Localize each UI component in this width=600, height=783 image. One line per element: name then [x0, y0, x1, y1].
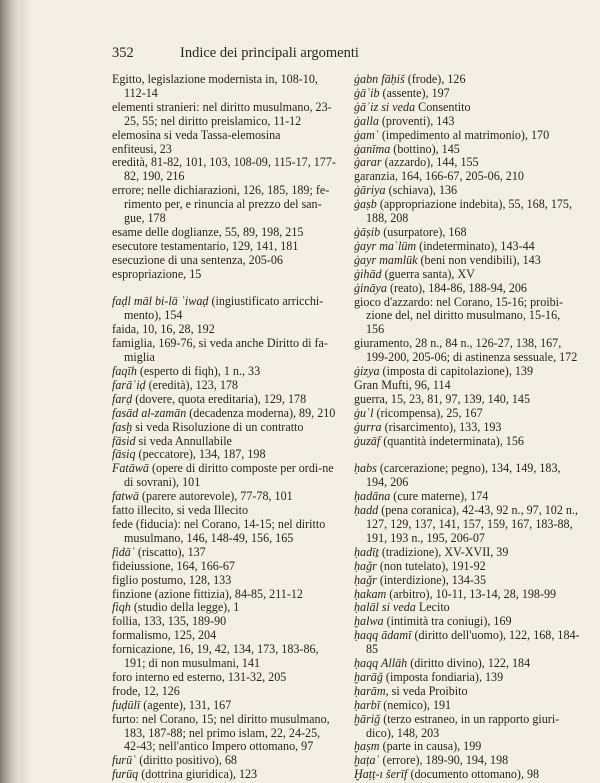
index-entry: [112, 504, 337, 518]
entry-headword: ḥakam: [354, 586, 387, 601]
entry-headword: fuḍūlī: [112, 697, 141, 712]
index-entry: [354, 560, 580, 574]
entry-text: , si veda Proibito: [385, 683, 468, 698]
entry-text: (guerra santa), XV: [381, 266, 475, 281]
entry-text: (dottrina giuridica), 123: [138, 767, 258, 782]
index-entry: [112, 629, 337, 643]
index-entry: [354, 574, 580, 588]
entry-text: (diritto positivo), 68: [136, 753, 237, 768]
index-entry: [354, 240, 580, 254]
entry-headword: fasḫ: [112, 419, 133, 434]
entry-text: espropriazione, 15: [112, 266, 202, 281]
entry-text: (intimità tra coniugi), 169: [383, 614, 512, 629]
entry-text: fede (fiducia): nel Corano, 14-15; nel diritto musulmano, 146, 148-49, 156, 165: [112, 516, 326, 545]
index-entry: [354, 87, 580, 101]
index-entry: [354, 254, 580, 268]
entry-text: formalismo, 125, 204: [112, 628, 217, 643]
index-entry: [112, 337, 337, 365]
index-entry: [354, 129, 580, 143]
book-binding-shadow: [0, 0, 20, 783]
entry-text: (diritto dell'uomo), 122, 168, 184-85: [366, 628, 580, 657]
entry-text: elementi stranieri: nel diritto musulmano, 23-25, 55; nel diritto preislamico, 11-12: [112, 99, 332, 128]
index-entry: [354, 754, 580, 768]
index-entry: [354, 768, 580, 782]
index-entry: [112, 713, 337, 755]
entry-text: (tradizione), XV-XVII, 39: [378, 544, 509, 559]
index-entry: [354, 268, 580, 282]
entry-headword: ġizya: [354, 364, 380, 379]
index-entry: [112, 226, 337, 240]
index-entry: [112, 615, 337, 629]
entry-text: (bottino), 145: [390, 141, 460, 156]
index-entry: [112, 129, 337, 143]
entry-text: (terzo estraneo, in un rapporto giuri-dico), 148, 203: [366, 711, 560, 740]
index-entry: [354, 365, 580, 379]
entry-headword: fiqh: [112, 600, 131, 615]
entry-text: esecuzione di una sentenza, 205-06: [112, 252, 283, 267]
index-entry: [354, 156, 580, 170]
entry-text: fatto illecito, si veda Illecito: [112, 503, 249, 518]
index-entry: [112, 268, 337, 282]
index-entry: [354, 629, 580, 657]
index-entry: [354, 170, 580, 184]
index-entry: [112, 685, 337, 699]
index-entry: [112, 379, 337, 393]
index-entry: [112, 365, 337, 379]
index-entry: [354, 393, 580, 407]
entry-headword: fāsiq: [112, 447, 136, 462]
entry-headword: ġāṣib: [354, 224, 381, 239]
entry-text: (decadenza moderna), 89, 210: [186, 405, 336, 420]
entry-headword: fatwā: [112, 489, 139, 504]
entry-headword: ḫarāǧ: [354, 669, 383, 684]
index-entry: [112, 254, 337, 268]
index-entry: [354, 671, 580, 685]
entry-headword: ġayr mamlūk: [354, 252, 418, 267]
entry-text: eredità, 81-82, 101, 103, 108-09, 115-17, 177-82, 190, 216: [112, 155, 336, 184]
entry-text: (impedimento al matrimonio), 170: [378, 127, 550, 142]
index-entry: [112, 601, 337, 615]
index-entry: [112, 184, 337, 226]
entry-text: (nemico), 191: [380, 697, 452, 712]
entry-headword: Fatāwā: [112, 461, 149, 476]
index-entry: [112, 560, 337, 574]
entry-text: (azzardo), 144, 155: [381, 155, 479, 170]
entry-text: (diritto divino), 122, 184: [407, 656, 531, 671]
index-entry: [112, 101, 337, 129]
entry-text: fornicazione, 16, 19, 42, 134, 173, 183-86, 191; di non musulmani, 141: [112, 642, 319, 671]
index-entry: [354, 337, 580, 365]
entry-headword: ġabn fāḥiš: [354, 72, 405, 86]
entry-text: fideiussione, 164, 166-67: [112, 558, 235, 573]
entry-text: (imposta fondiaria), 139: [382, 669, 504, 684]
entry-headword: ḥaqq Allāh: [354, 656, 408, 671]
index-entry: [354, 379, 580, 393]
entry-headword: fasād al-zamān: [112, 405, 187, 420]
entry-text: (frode), 126: [404, 72, 466, 86]
index-column-left: [112, 73, 337, 782]
entry-text: (non tutelato), 191-92: [376, 558, 486, 573]
entry-headword: ḫāriǧ: [354, 711, 381, 726]
entry-text: esame delle doglianze, 55, 89, 198, 215: [112, 224, 304, 239]
entry-headword: faḍl māl bi-lā ʿiwaḍ: [112, 294, 209, 309]
letter-section-gap: [354, 448, 580, 462]
index-entry: [354, 504, 580, 546]
index-entry: [112, 323, 337, 337]
entry-text: enfiteusi, 23: [112, 141, 172, 156]
entry-text: (riscatto), 137: [134, 544, 206, 559]
entry-text: (esperto di fiqh), 1 n., 33: [136, 364, 261, 379]
entry-headword: ḥaǧr: [354, 558, 377, 573]
index-entry: [112, 393, 337, 407]
index-entry: [354, 421, 580, 435]
index-entry: [354, 198, 580, 226]
entry-headword: ḫaṣm: [354, 739, 380, 754]
entry-text: Consentito: [415, 99, 471, 114]
entry-headword: ġāʾib: [354, 85, 380, 100]
index-column-right: [354, 73, 580, 782]
index-entry: [112, 73, 337, 101]
entry-headword: ḥarbī: [354, 697, 381, 712]
entry-headword: ġaṣb: [354, 197, 377, 212]
entry-text: (documento ottomano), 98: [407, 767, 540, 782]
entry-text: (quantità indeterminata), 156: [380, 433, 524, 448]
index-entry: [112, 518, 337, 546]
running-title: Indice dei principali argomenti: [180, 45, 359, 61]
entry-text: finzione (azione fittizia), 84-85, 211-12: [112, 586, 303, 601]
entry-text: garanzia, 164, 166-67, 205-06, 210: [354, 169, 524, 184]
entry-text: (risarcimento), 133, 193: [381, 419, 502, 434]
entry-text: (proventi), 143: [378, 113, 455, 128]
page-number: 352: [112, 45, 134, 61]
entry-text: (arbitro), 10-11, 13-14, 28, 198-99: [386, 586, 557, 601]
index-entry: [354, 143, 580, 157]
entry-text: (agente), 131, 167: [140, 697, 232, 712]
index-entry: [112, 588, 337, 602]
index-entry: [112, 574, 337, 588]
entry-text: follia, 133, 135, 189-90: [112, 614, 227, 629]
index-entry: [354, 115, 580, 129]
entry-text: (carcerazione; pegno), 134, 149, 183, 194, 206: [366, 461, 561, 490]
entry-text: (eredità), 123, 178: [145, 377, 238, 392]
index-entry: [354, 546, 580, 560]
entry-headword: ḥadāna: [354, 489, 391, 504]
index-entry: [112, 448, 337, 462]
entry-headword: fāsid: [112, 433, 136, 448]
entry-text: (studio della legge), 1: [130, 600, 240, 615]
entry-text: (parte in causa), 199: [379, 739, 482, 754]
index-entry: [354, 740, 580, 754]
entry-text: (pena coranica), 42-43, 92 n., 97, 102 n., 127, 129, 137, 141, 157, 159, 167, 183-88, 191, 193 n., 195, 206-07: [366, 503, 579, 545]
index-entry: [354, 407, 580, 421]
index-entry: [112, 143, 337, 157]
index-entry: [354, 588, 580, 602]
entry-text: (indeterminato), 143-44: [416, 238, 535, 253]
entry-text: errore; nelle dichiarazioni, 126, 185, 189; fe-rimento per, e rinuncia al prezzo del san-gue, 178: [112, 183, 330, 226]
index-entry: [354, 713, 580, 741]
entry-text: (reato), 184-86, 188-94, 206: [386, 280, 527, 295]
entry-headword: ġalla: [354, 113, 379, 128]
entry-headword: ḥalāl si veda: [354, 600, 416, 615]
entry-headword: ġayr maʿlūm: [354, 238, 417, 253]
entry-headword: ġamʿ: [354, 127, 379, 142]
index-entry: [354, 657, 580, 671]
entry-text: frode, 12, 126: [112, 683, 180, 698]
entry-text: (appropriazione indebita), 55, 168, 175, 188, 208: [366, 197, 572, 226]
index-entry: [354, 435, 580, 449]
index-entry: [112, 462, 337, 490]
entry-text: figlio postumo, 128, 133: [112, 572, 232, 587]
entry-text: (dovere, quota ereditaria), 129, 178: [132, 391, 307, 406]
index-entry: [112, 768, 337, 782]
index-entry: [354, 282, 580, 296]
entry-headword: ġināya: [354, 280, 387, 295]
index-entry: [354, 601, 580, 615]
entry-headword: faqīh: [112, 364, 137, 379]
entry-text: (assente), 197: [379, 85, 450, 100]
index-entry: [354, 490, 580, 504]
entry-text: (usurpatore), 168: [380, 224, 467, 239]
entry-headword: ḥaqq ādamī: [354, 628, 412, 643]
index-entry: [112, 156, 337, 184]
entry-headword: ġanīma: [354, 141, 391, 156]
entry-text: (interdizione), 134-35: [376, 572, 487, 587]
entry-text: famiglia, 169-76, si veda anche Diritto di fa-miglia: [112, 336, 328, 365]
entry-text: furto: nel Corano, 15; nel diritto musulmano, 183, 187-88; nel primo islam, 22, 24-25, 42-43; nell'antico Impero ottomano, 97: [112, 711, 330, 754]
entry-headword: ġuzāf: [354, 433, 381, 448]
entry-headword: ḫaṭaʾ: [354, 753, 380, 768]
entry-text: (beni non vendibili), 143: [417, 252, 541, 267]
index-entry: [354, 462, 580, 490]
entry-text: esecutore testamentario, 129, 141, 181: [112, 238, 299, 253]
entry-text: elemosina si veda Tassa-elemosina: [112, 127, 281, 142]
entry-headword: ġurra: [354, 419, 382, 434]
entry-text: guerra, 15, 23, 81, 97, 139, 140, 145: [354, 391, 531, 406]
entry-headword: ġihād: [354, 266, 382, 281]
entry-headword: ḥadd: [354, 503, 379, 518]
entry-text: giuramento, 28 n., 84 n., 126-27, 138, 167, 199-200, 205-06; di astinenza sessuale, 172: [354, 336, 578, 365]
index-entry: [112, 240, 337, 254]
entry-text: faida, 10, 16, 28, 192: [112, 322, 215, 337]
entry-text: (cure materne), 174: [390, 489, 489, 504]
index-entry: [354, 73, 580, 87]
index-entry: [354, 296, 580, 338]
index-entry: [354, 226, 580, 240]
entry-headword: ġarar: [354, 155, 382, 170]
entry-headword: ḥarām: [354, 683, 386, 698]
entry-headword: farāʾiḍ: [112, 377, 146, 392]
entry-text: (parere autorevole), 77-78, 101: [138, 489, 293, 504]
entry-headword: furūq: [112, 767, 139, 782]
entry-text: (ricompensa), 25, 167: [373, 405, 483, 420]
index-entry: [112, 407, 337, 421]
entry-text: (opere di diritto composte per ordi-ne di sovrani), 101: [124, 461, 334, 490]
entry-headword: Ḫaṭṭ-ı šerīf: [354, 767, 408, 782]
index-entry: [354, 699, 580, 713]
index-entry: [112, 490, 337, 504]
index-entry: [112, 295, 337, 323]
letter-section-gap: [112, 282, 337, 296]
entry-headword: ḫalwa: [354, 614, 384, 629]
index-entry: [354, 685, 580, 699]
entry-text: (peccatore), 134, 187, 198: [135, 447, 266, 462]
entry-text: Egitto, legislazione modernista in, 108-10, 112-14: [112, 72, 318, 100]
entry-text: foro interno ed esterno, 131-32, 205: [112, 669, 287, 684]
entry-headword: farḍ: [112, 391, 133, 406]
entry-headword: ġāriya: [354, 183, 386, 198]
running-header: [112, 44, 560, 62]
entry-headword: ġāʾiz si veda: [354, 99, 416, 114]
index-entry: [354, 101, 580, 115]
entry-text: (schiava), 136: [385, 183, 458, 198]
entry-text: (ingiustificato arricchi-mento), 154: [124, 294, 324, 323]
entry-headword: ġuʿl: [354, 405, 374, 420]
entry-text: Lecito: [415, 600, 450, 615]
index-entry: [354, 615, 580, 629]
index-entry: [112, 546, 337, 560]
entry-text: si veda Annullabile: [135, 433, 232, 448]
entry-text: (errore), 189-90, 194, 198: [379, 753, 509, 768]
entry-text: si veda Risoluzione di un contratto: [132, 419, 304, 434]
index-entry: [112, 643, 337, 671]
entry-headword: furūʿ: [112, 753, 137, 768]
entry-headword: ḥadīṯ: [354, 544, 379, 559]
index-entry: [112, 671, 337, 685]
entry-text: Gran Mufti, 96, 114: [354, 377, 451, 392]
entry-headword: ḥaǧr: [354, 572, 377, 587]
entry-text: (imposta di capitolazione), 139: [379, 364, 534, 379]
entry-text: gioco d'azzardo: nel Corano, 15-16; proibi-zione del, nel diritto musulmano, 15-16, 156: [354, 294, 564, 337]
index-entry: [354, 184, 580, 198]
index-entry: [112, 435, 337, 449]
index-entry: [112, 421, 337, 435]
index-entry: [112, 699, 337, 713]
index-entry: [112, 754, 337, 768]
entry-headword: ḥabs: [354, 461, 377, 476]
entry-headword: fidāʾ: [112, 544, 135, 559]
